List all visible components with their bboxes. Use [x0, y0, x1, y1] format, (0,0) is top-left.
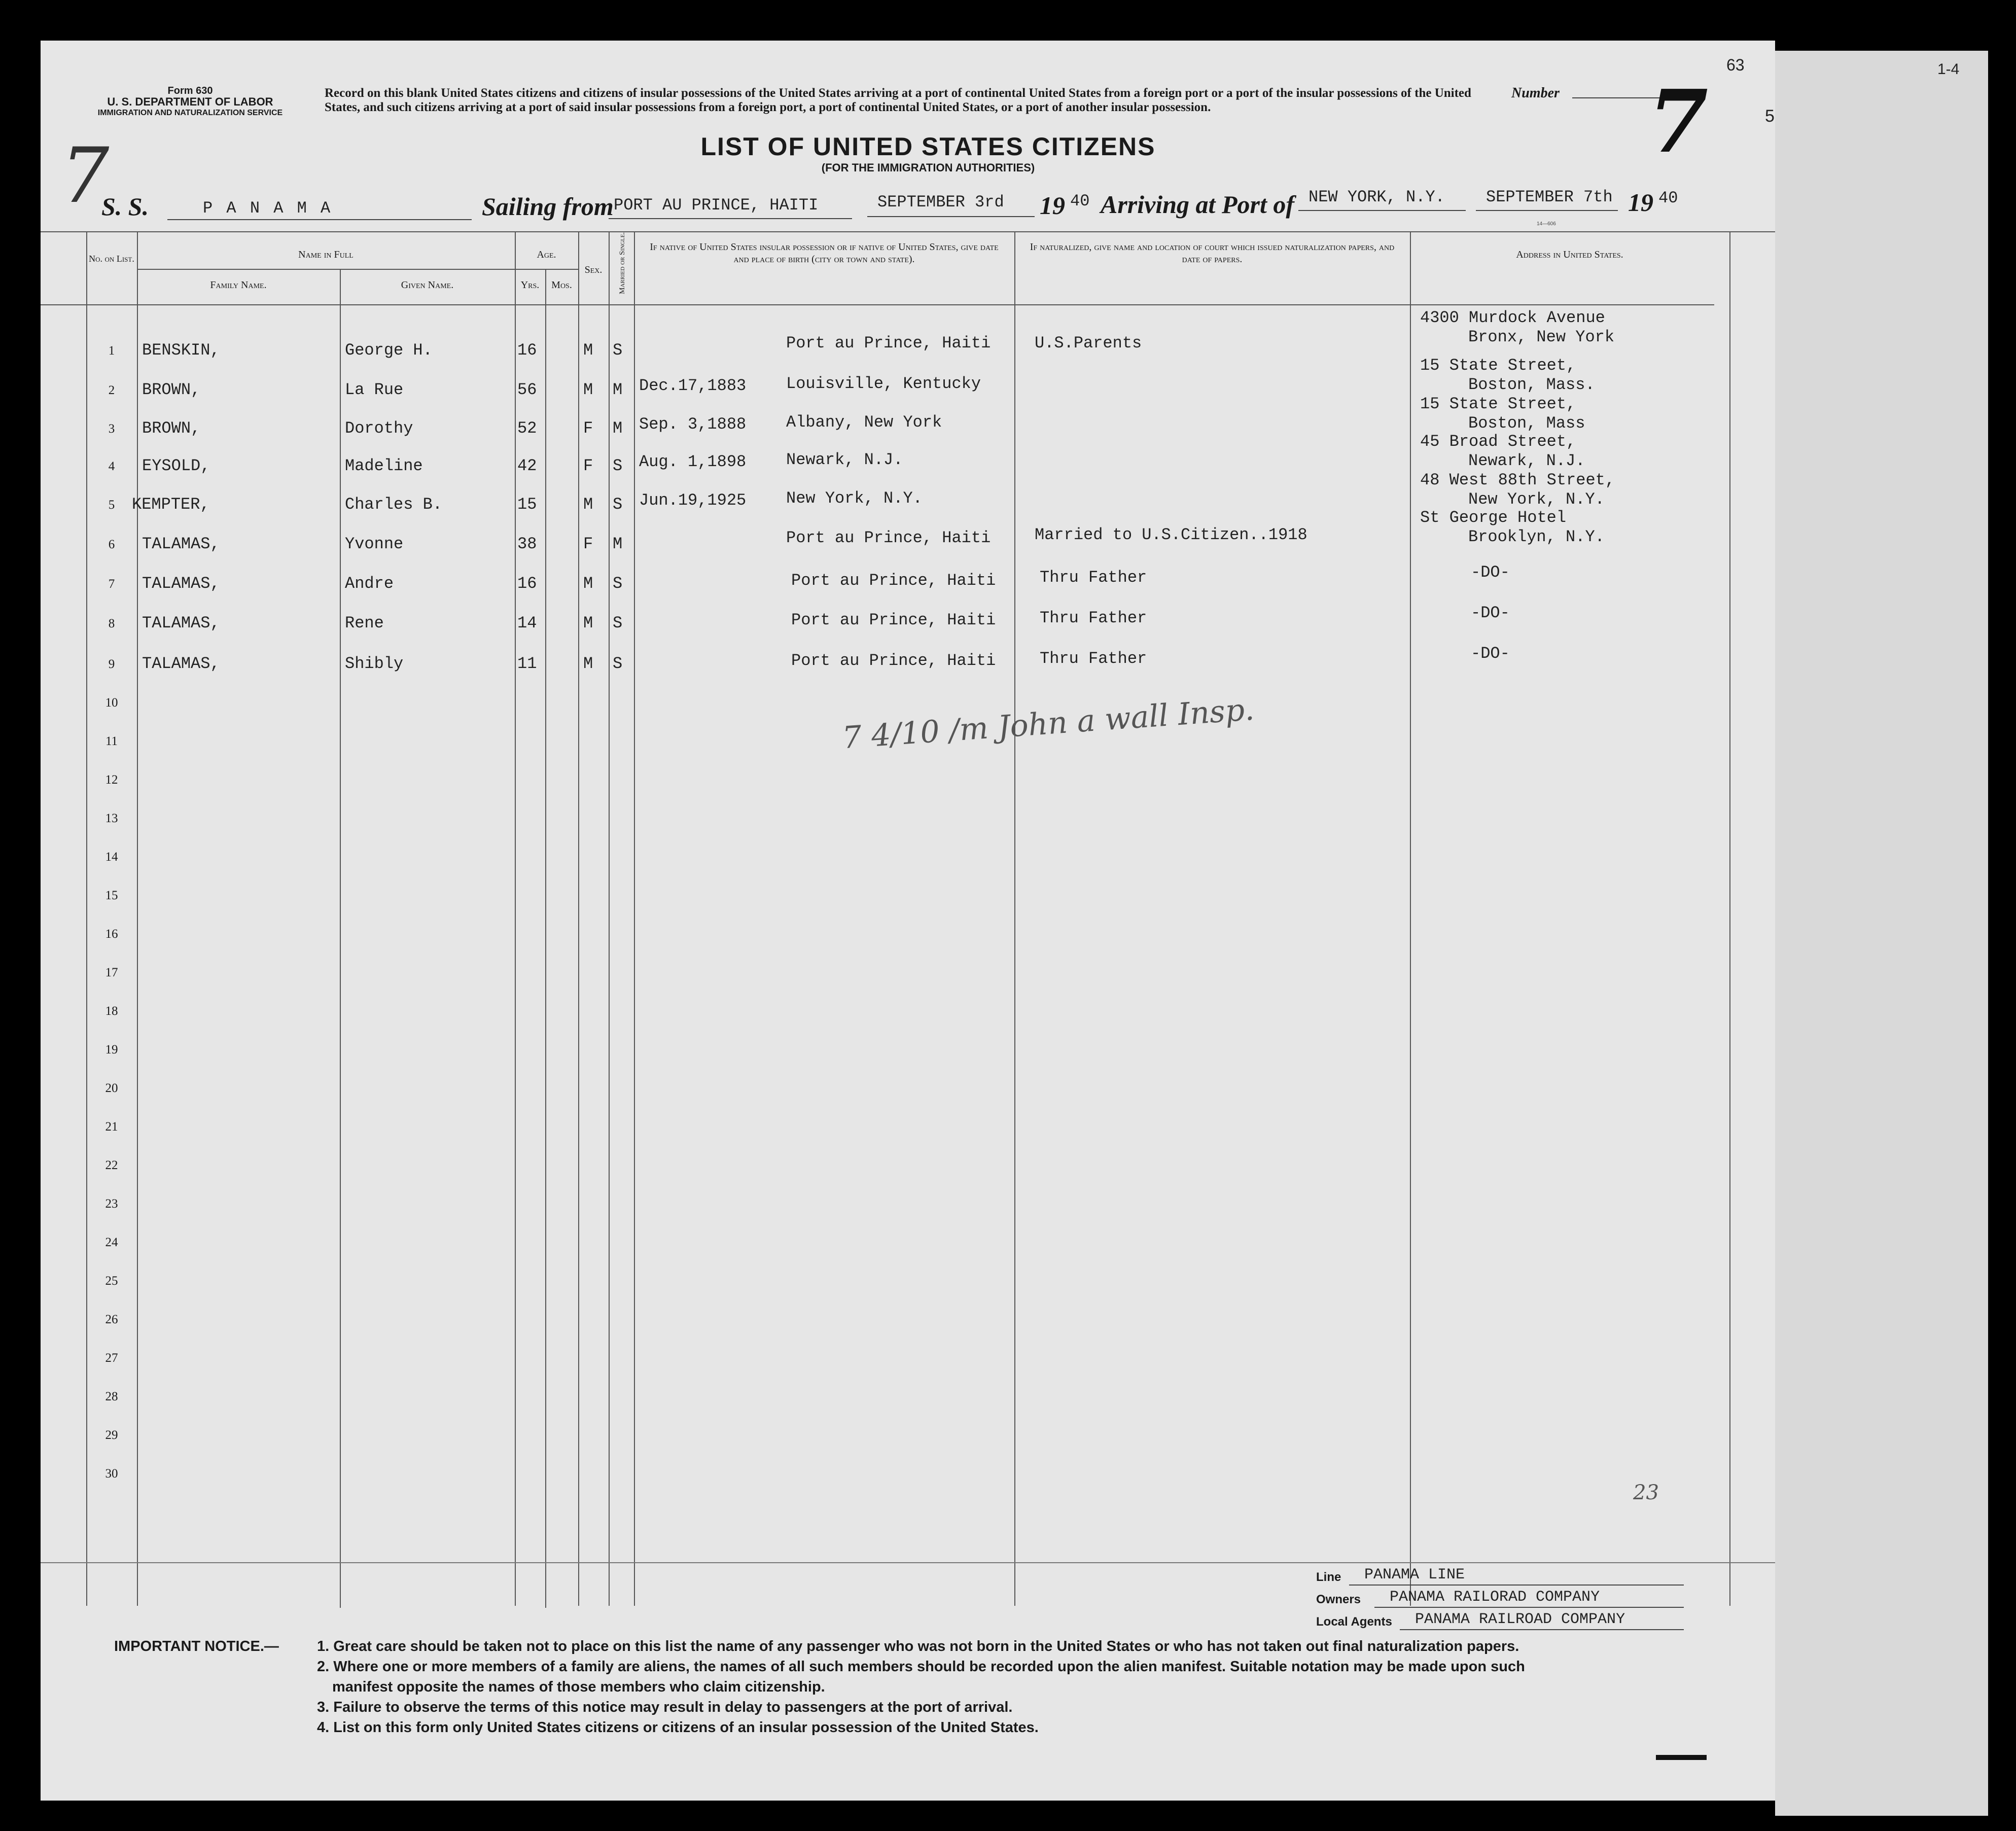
birth-date: Sep. 3,1888	[639, 415, 747, 434]
address-line-1: St George Hotel	[1420, 508, 1567, 527]
row-number: 13	[105, 812, 118, 825]
row-number: 21	[105, 1120, 118, 1134]
adjacent-sheet-number: 5	[1765, 107, 1775, 126]
page-number: 63	[1726, 56, 1745, 74]
sailing-year-prefix: 19	[1040, 191, 1065, 220]
line-underline	[1349, 1584, 1684, 1586]
birth-place: Louisville, Kentucky	[786, 374, 981, 393]
row-number: 9	[108, 657, 115, 671]
row-number: 26	[105, 1313, 118, 1326]
row-number: 11	[105, 734, 118, 748]
marital-status: S	[613, 574, 623, 593]
given-name: Madeline	[345, 456, 423, 475]
row-number: 30	[105, 1467, 118, 1481]
row-number: 12	[105, 773, 118, 787]
address-line-2: Newark, N.J.	[1468, 451, 1585, 470]
row-number: 28	[105, 1390, 118, 1403]
row-number: 7	[108, 577, 115, 591]
row-number: 14	[105, 850, 118, 864]
notice-item-4: 4. List on this form only United States citizens or citizens of an insular possession of the United States.	[317, 1719, 1039, 1736]
marital-status: M	[613, 419, 623, 438]
birth-date: Dec.17,1883	[639, 376, 747, 395]
row-number: 23	[105, 1197, 118, 1211]
naturalization: Thru Father	[1040, 609, 1147, 627]
arrival-date-underline	[1476, 210, 1618, 211]
adjacent-sheet	[1765, 51, 1988, 1816]
number-label: Number	[1511, 85, 1560, 101]
printing-stamp: 14—606	[1537, 221, 1556, 227]
margin-number: 7	[61, 132, 110, 220]
family-name: BROWN,	[142, 380, 201, 399]
row-number: 15	[105, 889, 118, 902]
sailing-port: PORT AU PRINCE, HAITI	[614, 196, 819, 215]
col-header-age: Age.	[537, 249, 556, 260]
page-title: LIST OF UNITED STATES CITIZENS	[700, 132, 1156, 161]
sex: F	[583, 535, 593, 553]
age-years: 16	[517, 341, 537, 360]
age-years: 56	[517, 380, 537, 399]
naturalization: Thru Father	[1040, 568, 1147, 587]
col-header-no: No. on List.	[89, 254, 134, 264]
given-name: Dorothy	[345, 419, 413, 438]
owners-underline	[1374, 1607, 1684, 1608]
col-header-naturalized: If naturalized, give name and location of court which issued naturalization papers, and date of papers.	[1030, 241, 1395, 265]
age-years: 14	[517, 614, 537, 632]
row-number: 5	[108, 498, 115, 512]
row-number: 8	[108, 617, 115, 630]
manifest-page	[41, 41, 1775, 1801]
notice-label: IMPORTANT NOTICE.—	[114, 1638, 279, 1654]
row-number: 1	[108, 344, 115, 358]
naturalization: Thru Father	[1040, 649, 1147, 668]
ship-name: P A N A M A	[203, 199, 333, 218]
birth-place: Port au Prince, Haiti	[791, 611, 996, 629]
address-line-2: Boston, Mass	[1468, 414, 1585, 433]
agents-label: Local Agents	[1316, 1615, 1392, 1629]
ss-label: S. S.	[101, 192, 149, 221]
col-line	[1410, 231, 1411, 1606]
col-header-married: Married or Single.	[618, 232, 626, 294]
form-id-block	[76, 85, 304, 119]
table-bottom-rule	[41, 1562, 1775, 1563]
row-number: 29	[105, 1428, 118, 1442]
sex: M	[583, 495, 593, 514]
row-number: 2	[108, 383, 115, 397]
age-years: 42	[517, 456, 537, 475]
service-name: IMMIGRATION AND NATURALIZATION SERVICE	[97, 109, 283, 117]
age-years: 38	[517, 535, 537, 553]
family-name: TALAMAS,	[142, 574, 220, 593]
row-number: 18	[105, 1004, 118, 1018]
family-name: BENSKIN,	[142, 341, 220, 360]
notice-item-3: 3. Failure to observe the terms of this notice may result in delay to passengers at the port of arrival.	[317, 1699, 1013, 1715]
birth-date: Aug. 1,1898	[639, 452, 747, 471]
family-name: TALAMAS,	[142, 535, 220, 553]
table-top-rule	[41, 231, 1775, 232]
list-number: 7	[1648, 71, 1709, 172]
arriving-label: Arriving at Port of	[1101, 190, 1294, 219]
birth-place: Port au Prince, Haiti	[786, 529, 991, 547]
bottom-ink-mark	[1656, 1755, 1707, 1760]
col-header-name: Name in Full	[298, 249, 353, 260]
bottom-mark: 23	[1633, 1481, 1659, 1504]
marital-status: S	[613, 456, 623, 475]
record-instructions: Record on this blank United States citizens and citizens of insular possessions of the United States arriving at a port of continental United States from a foreign port or a port of the insular possessions of the United States, and such citizens arriving at a port of said insular possessions from a foreign port, a port of continental United States, or a port of another insular possession.	[325, 86, 1471, 114]
marital-status: S	[613, 341, 623, 360]
col-line	[609, 231, 610, 1606]
marital-status: S	[613, 614, 623, 632]
arrival-year: 40	[1658, 189, 1678, 207]
sex: F	[583, 419, 593, 438]
birth-place: Port au Prince, Haiti	[786, 334, 991, 353]
row-number: 24	[105, 1236, 118, 1249]
sex: F	[583, 456, 593, 475]
sex: M	[583, 341, 593, 360]
col-line	[578, 231, 579, 1606]
notice-item-2: 2. Where one or more members of a family are aliens, the names of all such members should be recorded upon the alien manifest. Suitable notation may be made upon such	[317, 1659, 1525, 1675]
address-line-1: -DO-	[1471, 604, 1510, 622]
arrival-year-prefix: 19	[1628, 188, 1653, 217]
sailing-label: Sailing from	[482, 192, 614, 221]
col-line	[86, 231, 87, 1606]
marital-status: S	[613, 654, 623, 673]
col-line	[1014, 231, 1015, 1606]
row-number: 17	[105, 966, 118, 979]
naturalization: Married to U.S.Citizen..1918	[1035, 525, 1307, 544]
name-age-subrule	[137, 269, 578, 270]
birth-date: Jun.19,1925	[639, 491, 747, 510]
marital-status: S	[613, 495, 623, 514]
notice-block	[317, 1636, 1752, 1738]
row-number: 25	[105, 1274, 118, 1288]
sailing-date: SEPTEMBER 3rd	[877, 193, 1004, 212]
address-line-1: 15 State Street,	[1420, 356, 1576, 375]
given-name: Shibly	[345, 654, 404, 673]
address-line-1: 4300 Murdock Avenue	[1420, 308, 1605, 327]
department-name: U. S. DEPARTMENT OF LABOR	[107, 95, 273, 108]
col-line	[137, 231, 138, 1606]
family-name: EYSOLD,	[142, 456, 210, 475]
naturalization: U.S.Parents	[1035, 334, 1142, 353]
adjacent-sheet-mark: 1-4	[1937, 61, 1960, 78]
age-years: 15	[517, 495, 537, 514]
col-line	[340, 269, 341, 1608]
row-number: 16	[105, 927, 118, 941]
sex: M	[583, 654, 593, 673]
sex: M	[583, 380, 593, 399]
marital-status: M	[613, 380, 623, 399]
sailing-date-underline	[867, 216, 1035, 217]
address-line-1: -DO-	[1471, 563, 1510, 582]
age-years: 11	[517, 654, 537, 673]
age-years: 16	[517, 574, 537, 593]
family-name: BROWN,	[142, 419, 201, 438]
row-number: 27	[105, 1351, 118, 1365]
agents-value: PANAMA RAILROAD COMPANY	[1415, 1611, 1625, 1628]
col-line	[545, 269, 546, 1608]
arrival-date: SEPTEMBER 7th	[1486, 188, 1613, 206]
birth-place: Port au Prince, Haiti	[791, 651, 996, 670]
col-line	[515, 231, 516, 1606]
col-header-mos: Mos.	[551, 279, 572, 291]
col-header-native: If native of United States insular possession or if native of United States, give date and place of birth (city or town and state).	[650, 241, 999, 265]
header-bottom-rule	[41, 304, 1714, 305]
col-header-given: Given Name.	[401, 279, 454, 291]
given-name: Andre	[345, 574, 394, 593]
age-years: 52	[517, 419, 537, 438]
row-number: 20	[105, 1081, 118, 1095]
address-line-2: Bronx, New York	[1468, 328, 1615, 346]
sex: M	[583, 574, 593, 593]
given-name: La Rue	[345, 380, 404, 399]
line-value: PANAMA LINE	[1364, 1566, 1465, 1583]
row-number: 10	[105, 696, 118, 710]
inspector-signature: 7 4/10 /m John a wall Insp.	[841, 691, 1256, 756]
arrival-port: NEW YORK, N.Y.	[1308, 188, 1445, 206]
col-header-family: Family Name.	[210, 279, 267, 291]
sailing-year: 40	[1070, 192, 1090, 210]
line-label: Line	[1316, 1570, 1341, 1584]
family-name: TALAMAS,	[142, 614, 220, 632]
col-line	[634, 231, 635, 1606]
birth-place: Newark, N.J.	[786, 450, 903, 469]
given-name: Rene	[345, 614, 384, 632]
address-line-1: 48 West 88th Street,	[1420, 471, 1615, 489]
notice-item-2-cont: manifest opposite the names of those members who claim citizenship.	[332, 1679, 825, 1695]
form-number: Form 630	[167, 85, 213, 96]
birth-place: Albany, New York	[786, 413, 942, 432]
address-line-1: 15 State Street,	[1420, 395, 1576, 413]
address-line-1: -DO-	[1471, 644, 1510, 663]
address-line-2: Boston, Mass.	[1468, 375, 1595, 394]
agents-underline	[1400, 1629, 1684, 1630]
col-header-sex: Sex.	[584, 264, 603, 275]
marital-status: M	[613, 535, 623, 553]
owners-label: Owners	[1316, 1593, 1361, 1606]
arrival-port-underline	[1298, 210, 1466, 211]
row-number: 22	[105, 1158, 118, 1172]
family-name: KEMPTER,	[132, 495, 210, 514]
address-line-2: New York, N.Y.	[1468, 490, 1605, 509]
sex: M	[583, 614, 593, 632]
given-name: George H.	[345, 341, 433, 360]
birth-place: New York, N.Y.	[786, 489, 923, 508]
row-number: 19	[105, 1043, 118, 1057]
address-line-1: 45 Broad Street,	[1420, 432, 1576, 451]
page-subtitle: (FOR THE IMMIGRATION AUTHORITIES)	[821, 161, 1035, 174]
sailing-port-underline	[609, 218, 852, 219]
given-name: Charles B.	[345, 495, 443, 514]
row-number: 6	[108, 538, 115, 551]
owners-value: PANAMA RAILORAD COMPANY	[1390, 1589, 1600, 1606]
given-name: Yvonne	[345, 535, 404, 553]
col-header-yrs: Yrs.	[520, 279, 540, 291]
col-line	[1729, 231, 1730, 1606]
row-number: 4	[108, 460, 115, 473]
col-header-address: Address in United States.	[1516, 249, 1623, 260]
birth-place: Port au Prince, Haiti	[791, 571, 996, 590]
family-name: TALAMAS,	[142, 654, 220, 673]
ship-underline	[167, 219, 472, 220]
address-line-2: Brooklyn, N.Y.	[1468, 527, 1605, 546]
notice-item-1: 1. Great care should be taken not to place on this list the name of any passenger who was not born in the United States or who has not taken out final naturalization papers.	[317, 1638, 1519, 1654]
row-number: 3	[108, 422, 115, 436]
